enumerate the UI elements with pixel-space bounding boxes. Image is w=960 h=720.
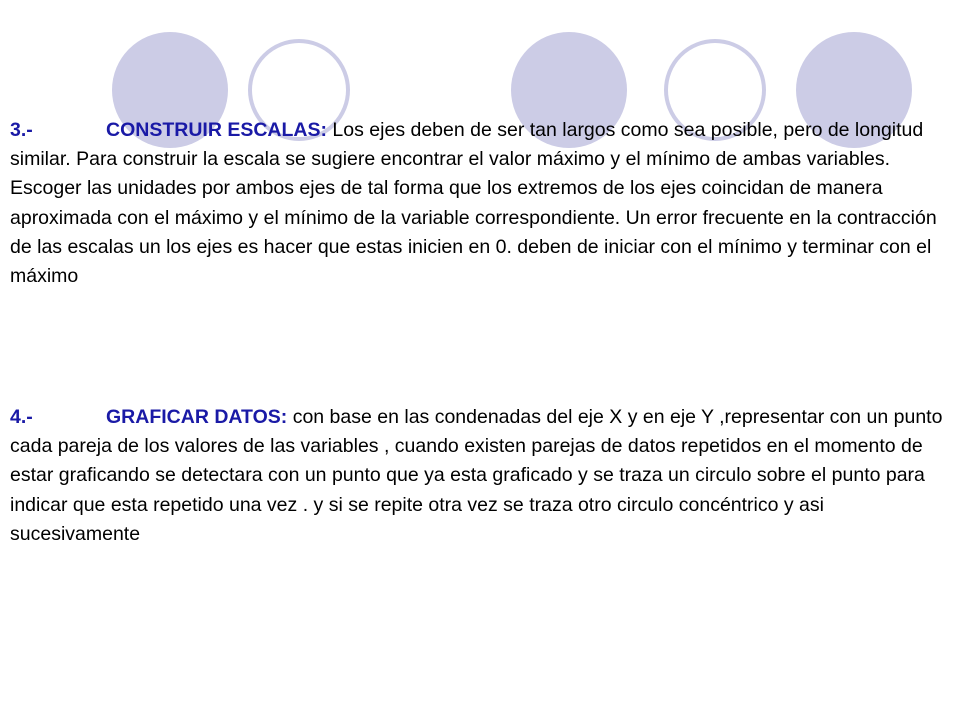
section-body: con base en las condenadas del eje X y en eje Y ,representar con un punto cada pareja de los valores de las variables , cuando existen parejas de datos repetidos en el momento de estar graficando se detectara con un punto que ya esta graficado y se traza un circulo sobre el punto para indicar que esta repetido una vez . y si se repite otra vez se traza otro circulo concéntrico y asi sucesivamente [10, 406, 943, 545]
section-number: 3.- [10, 119, 33, 141]
section-construir-escalas [10, 116, 945, 291]
section-heading: GRAFICAR DATOS: [106, 406, 288, 428]
section-heading: CONSTRUIR ESCALAS: [106, 119, 328, 141]
section-body: Los ejes deben de ser tan largos como sea posible, pero de longitud similar. Para construir la escala se sugiere encontrar el valor máximo y el mínimo de ambas variables. Escoger las unidades por ambos ejes de tal forma que los extremos de los ejes coincidan de manera aproximada con el máximo y el mínimo de la variable correspondiente. Un error frecuente en la contracción de las escalas un los ejes es hacer que estas inicien en 0. deben de iniciar con el mínimo y terminar con el máximo [10, 119, 937, 288]
section-number: 4.- [10, 406, 33, 428]
section-graficar-datos [10, 403, 945, 549]
